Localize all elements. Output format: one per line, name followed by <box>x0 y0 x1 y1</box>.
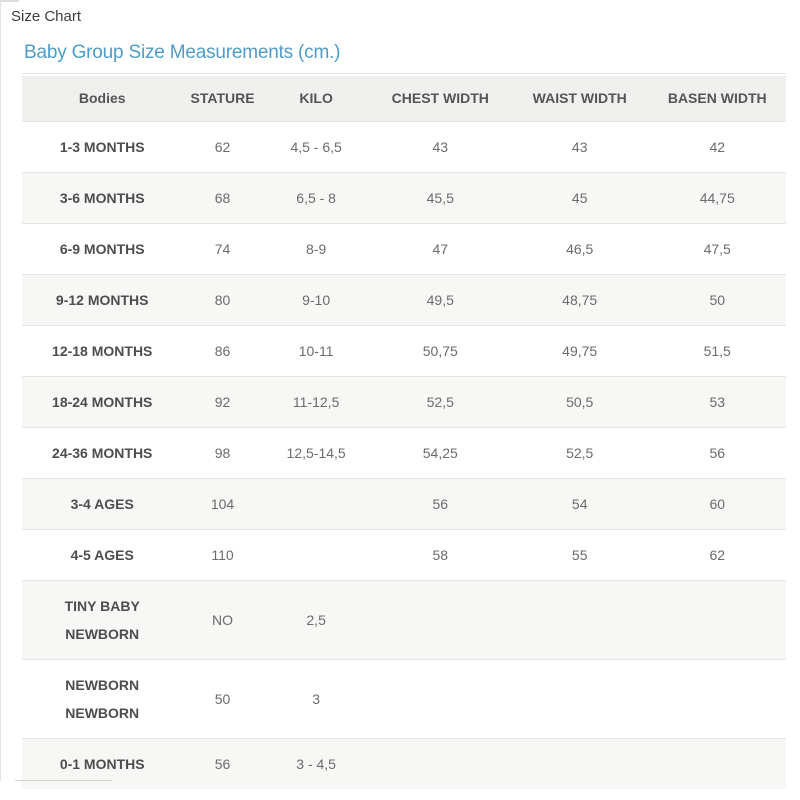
table-row <box>22 739 786 790</box>
table-body <box>22 122 786 790</box>
cell-waist-width: 49,75 <box>511 326 649 377</box>
cell-bodies <box>22 660 182 739</box>
cell-stature: 50 <box>182 660 262 739</box>
cell-bodies-line: 0-1 MONTHS <box>59 756 145 772</box>
cell-kilo: 11-12,5 <box>263 377 370 428</box>
table-row <box>22 479 786 530</box>
cell-stature: 98 <box>182 428 262 479</box>
page-edge-border-left <box>0 0 1 781</box>
cell-stature: 74 <box>182 224 262 275</box>
cell-kilo: 4,5 - 6,5 <box>263 122 370 173</box>
cell-bodies <box>22 428 182 479</box>
cell-basen-width: 51,5 <box>648 326 786 377</box>
cell-bodies-line: NEWBORN <box>65 705 140 721</box>
cell-kilo: 10-11 <box>263 326 370 377</box>
cell-bodies-line: NEWBORN <box>65 626 140 642</box>
cell-bodies-line: 24-36 MONTHS <box>52 445 153 461</box>
column-header-kilo: KILO <box>263 76 370 122</box>
size-measurements-table <box>22 76 786 789</box>
cell-waist-width: 55 <box>511 530 649 581</box>
cell-bodies-line: 18-24 MONTHS <box>52 394 153 410</box>
column-header-chest-width: CHEST WIDTH <box>370 76 511 122</box>
cell-chest-width: 50,75 <box>370 326 511 377</box>
cell-bodies <box>22 581 182 660</box>
cell-kilo: 6,5 - 8 <box>263 173 370 224</box>
cell-bodies-line: 3-4 AGES <box>70 496 134 512</box>
cell-waist-width: 54 <box>511 479 649 530</box>
table-row <box>22 326 786 377</box>
cell-chest-width: 54,25 <box>370 428 511 479</box>
cell-basen-width: 44,75 <box>648 173 786 224</box>
table-header <box>22 76 786 122</box>
cell-waist-width <box>511 660 649 739</box>
cell-stature: 86 <box>182 326 262 377</box>
cell-chest-width <box>370 739 511 790</box>
cell-stature: 104 <box>182 479 262 530</box>
cell-bodies <box>22 275 182 326</box>
cell-bodies <box>22 530 182 581</box>
cell-bodies <box>22 326 182 377</box>
cell-bodies <box>22 377 182 428</box>
column-header-waist-width: WAIST WIDTH <box>511 76 649 122</box>
cell-chest-width: 52,5 <box>370 377 511 428</box>
breadcrumb: Size Chart <box>11 8 82 25</box>
cell-chest-width: 45,5 <box>370 173 511 224</box>
cell-waist-width <box>511 739 649 790</box>
table-header-row <box>22 76 786 122</box>
table-row <box>22 173 786 224</box>
page-edge-border-top <box>0 0 19 2</box>
cell-basen-width <box>648 581 786 660</box>
cell-stature: 62 <box>182 122 262 173</box>
cell-stature: 92 <box>182 377 262 428</box>
cell-stature: 110 <box>182 530 262 581</box>
cell-bodies-line: NEWBORN <box>65 677 140 693</box>
cell-bodies-line: 12-18 MONTHS <box>52 343 153 359</box>
cell-waist-width: 50,5 <box>511 377 649 428</box>
cell-waist-width: 45 <box>511 173 649 224</box>
cell-waist-width: 48,75 <box>511 275 649 326</box>
cell-kilo <box>263 479 370 530</box>
table-row <box>22 224 786 275</box>
cell-chest-width: 58 <box>370 530 511 581</box>
cell-kilo: 8-9 <box>263 224 370 275</box>
section-title: Baby Group Size Measurements (cm.) <box>22 42 786 74</box>
cell-bodies <box>22 479 182 530</box>
cell-kilo: 3 - 4,5 <box>263 739 370 790</box>
cell-basen-width: 53 <box>648 377 786 428</box>
table-row <box>22 530 786 581</box>
cell-kilo: 12,5-14,5 <box>263 428 370 479</box>
cell-stature: 80 <box>182 275 262 326</box>
table-row <box>22 660 786 739</box>
cell-basen-width: 60 <box>648 479 786 530</box>
cell-waist-width: 52,5 <box>511 428 649 479</box>
cell-basen-width: 62 <box>648 530 786 581</box>
cell-bodies-line: 4-5 AGES <box>70 547 134 563</box>
cell-kilo: 2,5 <box>263 581 370 660</box>
cell-chest-width: 56 <box>370 479 511 530</box>
table-row <box>22 428 786 479</box>
cell-kilo: 3 <box>263 660 370 739</box>
cell-basen-width <box>648 660 786 739</box>
table-row <box>22 581 786 660</box>
cell-bodies <box>22 739 182 790</box>
cell-kilo <box>263 530 370 581</box>
cell-bodies-line: 1-3 MONTHS <box>59 139 145 155</box>
cell-waist-width: 43 <box>511 122 649 173</box>
table-row <box>22 122 786 173</box>
cell-chest-width: 47 <box>370 224 511 275</box>
cell-chest-width <box>370 581 511 660</box>
column-header-bodies: Bodies <box>22 76 182 122</box>
cell-bodies-line: 6-9 MONTHS <box>59 241 145 257</box>
cell-chest-width: 43 <box>370 122 511 173</box>
cell-bodies <box>22 122 182 173</box>
table-row <box>22 377 786 428</box>
cell-stature: NO <box>182 581 262 660</box>
table-row <box>22 275 786 326</box>
cropped-next-row-border <box>15 780 112 781</box>
cell-stature: 68 <box>182 173 262 224</box>
cell-chest-width: 49,5 <box>370 275 511 326</box>
size-chart-section <box>22 42 786 789</box>
cell-bodies-line: TINY BABY <box>64 598 140 614</box>
cell-waist-width <box>511 581 649 660</box>
column-header-basen-width: BASEN WIDTH <box>648 76 786 122</box>
cell-chest-width <box>370 660 511 739</box>
cell-basen-width: 42 <box>648 122 786 173</box>
cell-basen-width: 47,5 <box>648 224 786 275</box>
cell-bodies-line: 9-12 MONTHS <box>55 292 149 308</box>
cell-bodies-line: 3-6 MONTHS <box>59 190 145 206</box>
cell-basen-width: 56 <box>648 428 786 479</box>
cell-basen-width <box>648 739 786 790</box>
cell-kilo: 9-10 <box>263 275 370 326</box>
cell-waist-width: 46,5 <box>511 224 649 275</box>
cell-basen-width: 50 <box>648 275 786 326</box>
column-header-stature: STATURE <box>182 76 262 122</box>
cell-bodies <box>22 173 182 224</box>
cell-stature: 56 <box>182 739 262 790</box>
cell-bodies <box>22 224 182 275</box>
